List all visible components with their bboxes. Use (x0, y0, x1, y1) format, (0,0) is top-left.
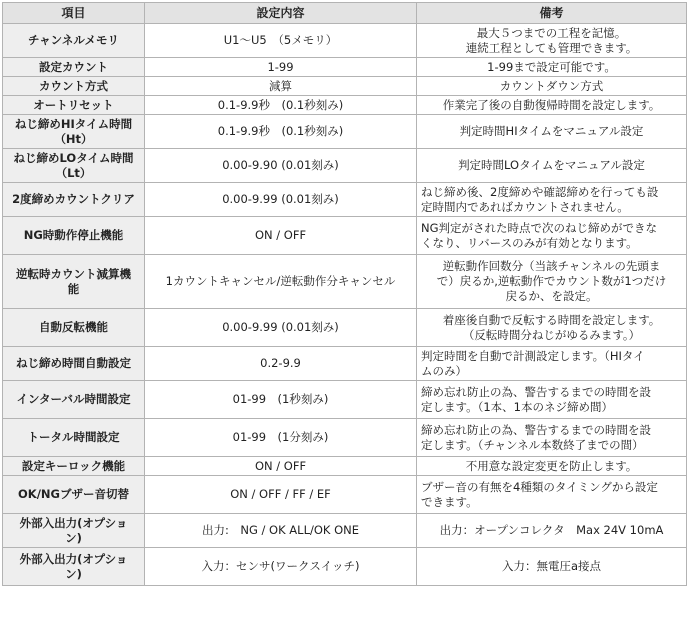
setting-cell (145, 548, 417, 586)
note-cell-line: くなり、リバースのみが有効となります。 (421, 235, 638, 250)
item-cell (3, 149, 145, 183)
item-cell (3, 419, 145, 457)
note-cell (417, 77, 687, 96)
item-cell (3, 255, 145, 309)
setting-cell (145, 255, 417, 309)
table-row (3, 381, 687, 419)
item-cell (3, 24, 145, 58)
item-cell (3, 217, 145, 255)
setting-cell-line: 1-99 (267, 59, 294, 74)
item-cell (3, 514, 145, 548)
setting-cell (145, 24, 417, 58)
note-cell-line: ムのみ） (421, 363, 467, 378)
item-cell (3, 115, 145, 149)
item-cell-line: 外部入出力(オプショ (19, 515, 128, 530)
item-cell-line: 2度締めカウントクリア (12, 192, 135, 206)
setting-cell-line: 0.1-9.9秒 (0.1秒刻み) (217, 97, 344, 112)
note-cell (417, 115, 687, 149)
table-row (3, 419, 687, 457)
note-cell-line: 着座後自動で反転する時間を設定します。 (442, 312, 661, 327)
item-cell (3, 381, 145, 419)
note-cell (417, 419, 687, 457)
table-row (3, 183, 687, 217)
note-cell-line: 判定時間HIタイムをマニュアル設定 (459, 124, 644, 138)
note-cell-line: 締め忘れ防止の為、警告するまでの時間を設 (421, 384, 651, 399)
setting-cell (145, 457, 417, 476)
note-cell-line: 不用意な設定変更を防止します。 (465, 458, 638, 473)
table-row (3, 457, 687, 476)
table-row (3, 255, 687, 309)
table-row (3, 309, 687, 347)
item-cell-line: ン) (65, 530, 82, 545)
item-cell-line: ねじ締め時間自動設定 (16, 356, 131, 370)
spec-table (2, 2, 687, 586)
setting-cell (145, 183, 417, 217)
note-cell (417, 217, 687, 255)
item-cell-line: 逆転時カウント減算機 (16, 266, 131, 281)
setting-cell-line: U1〜U5 （5メモリ） (223, 33, 338, 47)
setting-cell (145, 419, 417, 457)
note-cell-line: 出力：オープンコレクタ Max 24V 10mA (439, 523, 664, 537)
item-cell-line: NG時動作停止機能 (23, 228, 124, 242)
note-cell-line: 定時間内であればカウントされません。 (421, 199, 629, 214)
note-cell (417, 457, 687, 476)
header-item: 項目 (3, 3, 145, 24)
setting-cell-line: 1カウントキャンセル/逆転動作分キャンセル (165, 274, 396, 288)
note-cell (417, 548, 687, 586)
table-row (3, 548, 687, 586)
note-cell (417, 347, 687, 381)
item-cell-line: インターバル時間設定 (16, 392, 131, 406)
item-cell (3, 96, 145, 115)
table-row (3, 476, 687, 514)
note-cell-line: 戻るか、を設定。 (505, 289, 598, 303)
setting-cell (145, 58, 417, 77)
item-cell (3, 457, 145, 476)
note-cell-line: カウントダウン方式 (499, 78, 604, 93)
setting-cell-line: 入力：センサ(ワークスイッチ) (201, 559, 360, 573)
item-cell-line: トータル時間設定 (27, 430, 120, 444)
note-cell-line: ねじ締め後、2度締めや確認締めを行っても設 (421, 184, 659, 199)
setting-cell-line: 0.00-9.90 (0.01刻み) (222, 158, 339, 172)
item-cell-line: 設定カウント (39, 59, 108, 74)
setting-cell (145, 381, 417, 419)
item-cell-line: カウント方式 (39, 78, 108, 93)
item-cell-line: （Lt） (55, 165, 92, 180)
setting-cell-line: ON / OFF (254, 458, 307, 473)
note-cell-line: 最大５つまでの工程を記憶。 (476, 25, 627, 40)
note-cell (417, 183, 687, 217)
note-cell-line: （反転時間分ねじがゆるみます。） (462, 327, 641, 342)
item-cell (3, 476, 145, 514)
table-row (3, 347, 687, 381)
setting-cell-line: 出力: NG / OK ALL/OK ONE (201, 523, 360, 537)
item-cell (3, 77, 145, 96)
setting-cell (145, 217, 417, 255)
header-note: 備考 (417, 3, 687, 24)
item-cell-line: 能 (67, 281, 80, 296)
table-row (3, 514, 687, 548)
item-cell-line: ン) (65, 566, 82, 581)
setting-cell-line: ON / OFF / FF / EF (230, 487, 331, 501)
note-cell-line: 判定時間LOタイムをマニュアル設定 (458, 158, 645, 172)
header-row (3, 3, 687, 24)
item-cell (3, 548, 145, 586)
note-cell-line: ブザー音の有無を4種類のタイミングから設定 (421, 479, 658, 494)
setting-cell-line: 01-99 (1秒刻み) (232, 392, 329, 406)
item-cell-line: OK/NGブザー音切替 (18, 487, 129, 501)
note-cell-line: 入力：無電圧a接点 (501, 559, 602, 573)
table-row (3, 24, 687, 58)
setting-cell (145, 309, 417, 347)
setting-cell (145, 514, 417, 548)
note-cell-line: 定します。（1本、1本のネジ締め間） (421, 399, 613, 414)
note-cell-line: NG判定がされた時点で次のねじ締めができな (421, 220, 658, 235)
item-cell (3, 183, 145, 217)
setting-cell (145, 77, 417, 96)
setting-cell-line: 01-99 (1分刻み) (232, 430, 329, 444)
item-cell-line: チャンネルメモリ (28, 33, 119, 47)
note-cell-line: 逆転動作回数分（当該チャンネルの先頭ま (442, 259, 661, 273)
note-cell (417, 96, 687, 115)
setting-cell-line: 0.2-9.9 (260, 356, 301, 370)
item-cell (3, 58, 145, 77)
item-cell (3, 347, 145, 381)
item-cell-line: ねじ締めLOタイム時間 (13, 150, 134, 165)
table-row (3, 217, 687, 255)
setting-cell (145, 115, 417, 149)
note-cell-line: で）戻るか,逆転動作でカウント数が1つだけ (436, 274, 667, 288)
item-cell-line: 設定キーロック機能 (21, 458, 126, 473)
setting-cell-line: 0.00-9.99 (0.01刻み) (222, 192, 339, 206)
item-cell-line: ねじ締めHIタイム時間 (14, 116, 133, 131)
note-cell (417, 58, 687, 77)
setting-cell-line: 減算 (269, 78, 292, 93)
note-cell (417, 309, 687, 347)
note-cell (417, 514, 687, 548)
table-row (3, 58, 687, 77)
setting-cell (145, 149, 417, 183)
item-cell-line: （Ht） (54, 131, 93, 146)
note-cell-line: 1-99まで設定可能です。 (487, 59, 616, 74)
note-cell-line: 連続工程としても管理できます。 (465, 40, 638, 55)
header-setting: 設定内容 (145, 3, 417, 24)
item-cell-line: 自動反転機能 (39, 320, 108, 334)
note-cell-line: 定します。（チャンネル本数終了までの間） (421, 437, 644, 452)
note-cell (417, 24, 687, 58)
note-cell (417, 149, 687, 183)
table-row (3, 115, 687, 149)
note-cell-line: 作業完了後の自動復帰時間を設定します。 (442, 97, 661, 112)
setting-cell-line: 0.00-9.99 (0.01刻み) (222, 320, 339, 334)
item-cell (3, 309, 145, 347)
table-row (3, 149, 687, 183)
setting-cell-line: 0.1-9.9秒 (0.1秒刻み) (217, 124, 344, 138)
spec-table-body (3, 24, 687, 586)
setting-cell (145, 476, 417, 514)
item-cell-line: 外部入出力(オプショ (19, 551, 128, 566)
note-cell (417, 476, 687, 514)
item-cell-line: オートリセット (33, 97, 114, 112)
setting-cell (145, 96, 417, 115)
note-cell (417, 381, 687, 419)
setting-cell (145, 347, 417, 381)
note-cell-line: 判定時間を自動で計測設定します。（HIタイ (421, 348, 645, 363)
table-row (3, 96, 687, 115)
note-cell-line: 締め忘れ防止の為、警告するまでの時間を設 (421, 422, 651, 437)
note-cell (417, 255, 687, 309)
table-row (3, 77, 687, 96)
setting-cell-line: ON / OFF (254, 228, 307, 242)
note-cell-line: できます。 (421, 494, 478, 509)
